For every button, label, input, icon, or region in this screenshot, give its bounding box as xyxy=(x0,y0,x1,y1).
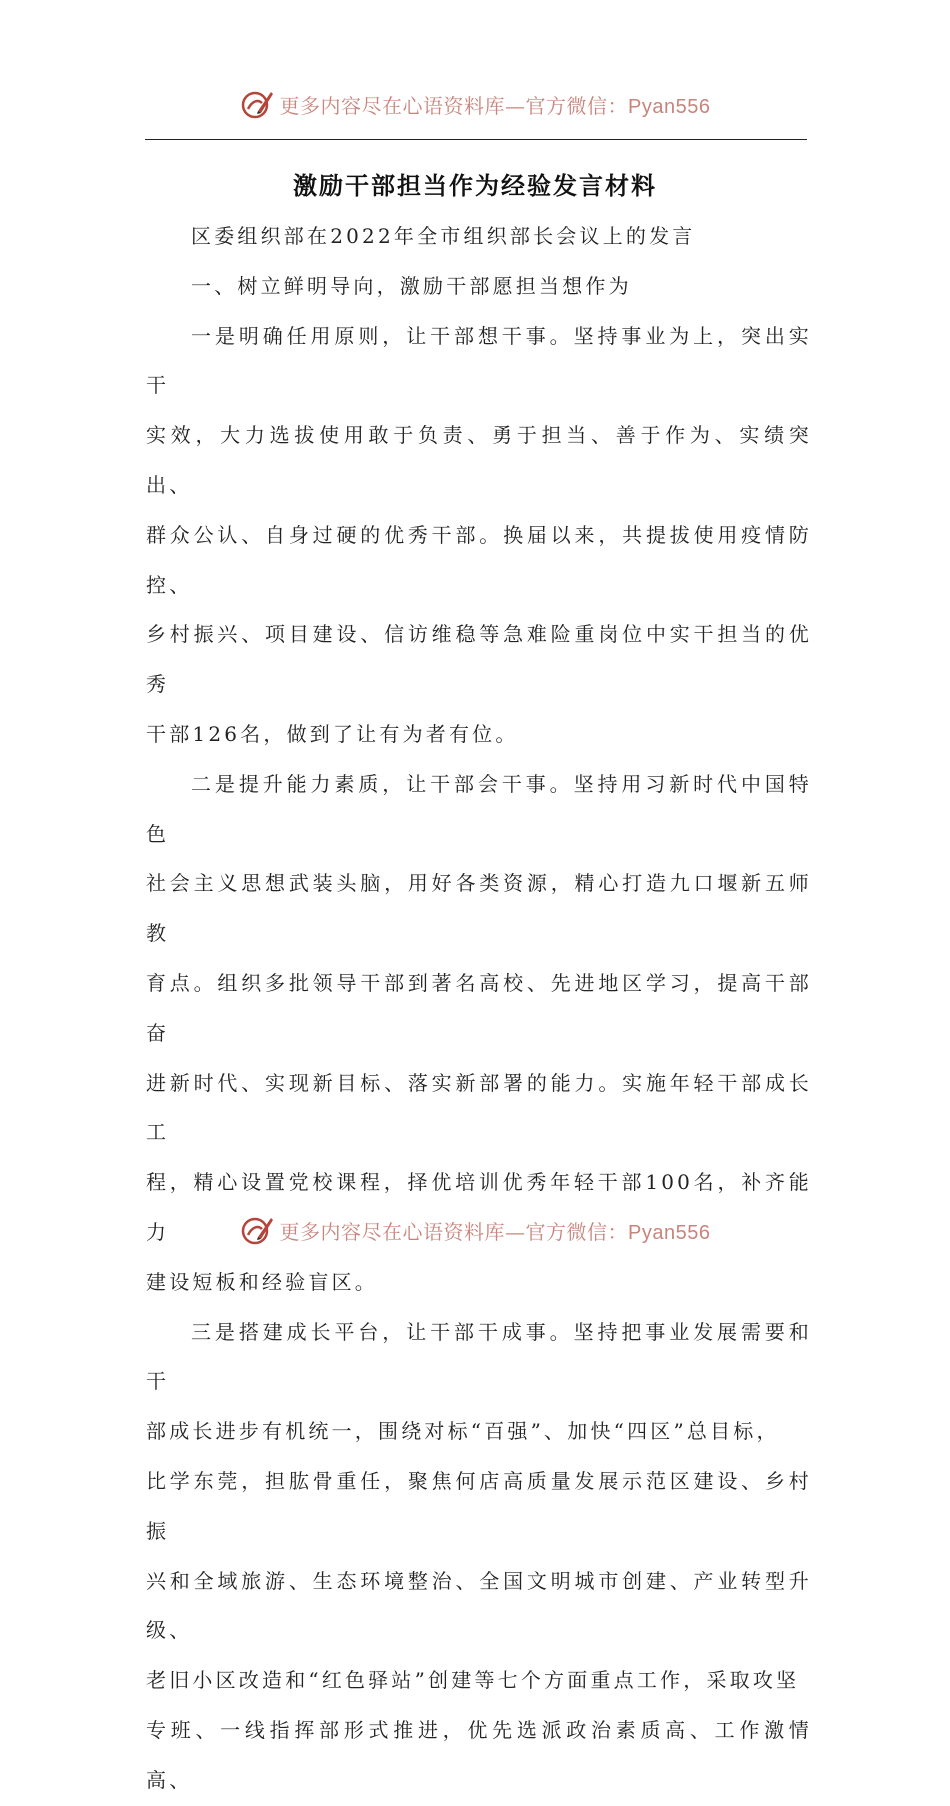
body-line: 干部126名，做到了让有为者有位。 xyxy=(146,721,519,746)
header-watermark xyxy=(0,84,950,124)
body-line: 专班、一线指挥部形式推进，优先选派政治素质高、工作激情高、 xyxy=(146,1717,812,1792)
document-title: 激励干部担当作为经验发言材料 xyxy=(293,171,657,200)
body-line: 二是提升能力素质，让干部会干事。坚持用习新时代中国特色 xyxy=(146,771,812,846)
body-line: 建设短板和经验盲区。 xyxy=(146,1269,378,1294)
body-line: 实效，大力选拔使用敢于负责、勇于担当、善于作为、实绩突出、 xyxy=(146,423,812,497)
body-line: 兴和全域旅游、生态环境整治、全国文明城市创建、产业转型升级、 xyxy=(146,1568,812,1643)
body-line: 程，精心设置党校课程，择优培训优秀年轻干部100名，补齐能力 xyxy=(146,1170,812,1244)
body-line: 老旧小区改造和“红色驿站”创建等七个方面重点工作，采取攻坚 xyxy=(146,1668,800,1693)
body-line: 乡村振兴、项目建设、信访维稳等急难险重岗位中实干担当的优秀 xyxy=(146,622,812,697)
body-line: 一是明确任用原则，让干部想干事。坚持事业为上，突出实干 xyxy=(146,323,812,398)
body-line: 区委组织部在2022年全市组织部长会议上的发言 xyxy=(191,224,696,248)
body-line: 比学东莞，担肱骨重任，聚焦何店高质量发展示范区建设、乡村振 xyxy=(146,1468,812,1543)
pen-logo-icon xyxy=(240,87,274,121)
watermark-text: 更多内容尽在心语资料库—官方微信：Pyan556 xyxy=(279,1219,711,1244)
document-body xyxy=(146,212,812,1806)
wechat-id: Pyan556 xyxy=(628,95,711,118)
body-line: 一、树立鲜明导向，激励干部愿担当想作为 xyxy=(191,273,632,298)
body-line: 三是搭建成长平台，让干部干成事。坚持把事业发展需要和干 xyxy=(146,1319,812,1394)
wechat-id: Pyan556 xyxy=(628,1221,711,1244)
pen-logo-icon xyxy=(240,1213,274,1247)
body-line: 部成长进步有机统一，围绕对标“百强”、加快“四区”总目标， xyxy=(146,1419,780,1444)
watermark-text: 更多内容尽在心语资料库—官方微信：Pyan556 xyxy=(279,93,711,118)
header-divider xyxy=(145,139,807,140)
footer-watermark xyxy=(0,1210,950,1250)
body-line: 群众公认、自身过硬的优秀干部。换届以来，共提拔使用疫情防控、 xyxy=(146,522,812,597)
body-line: 育点。组织多批领导干部到著名高校、先进地区学习，提高干部奋 xyxy=(146,970,812,1045)
body-line: 进新时代、实现新目标、落实新部署的能力。实施年轻干部成长工 xyxy=(146,1070,812,1145)
body-line: 社会主义思想武装头脑，用好各类资源，精心打造九口堰新五师教 xyxy=(146,871,812,946)
